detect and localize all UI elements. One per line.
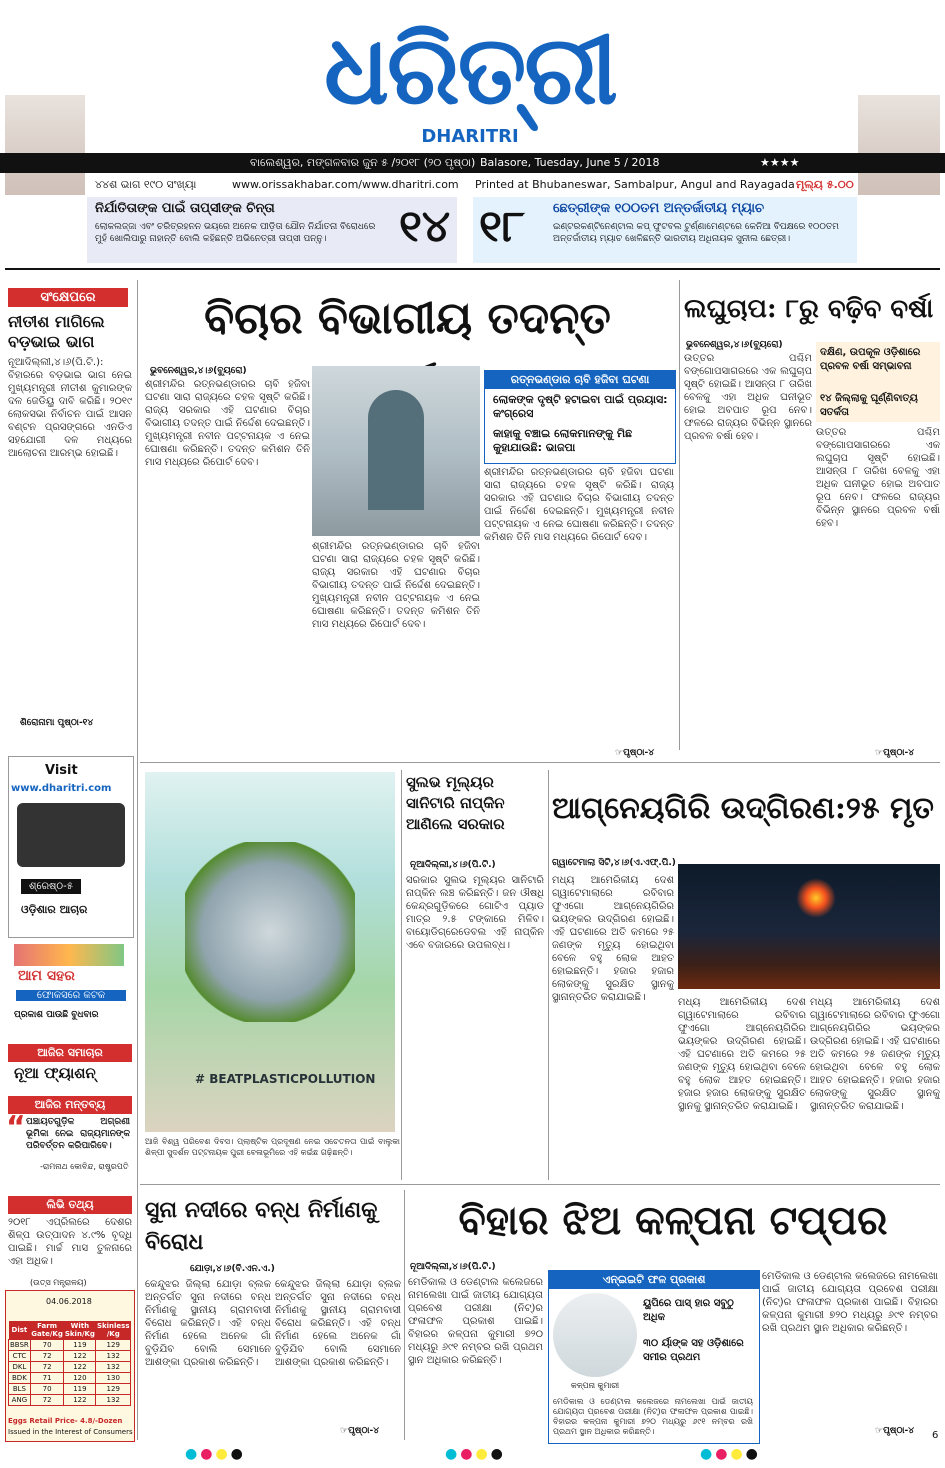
egg-table-header: Skinless /Kg (96, 1322, 130, 1338)
kalpana-label: କଳ୍ପନା କୁମାରୀ (570, 1381, 620, 1390)
print-registration-dots: ●●●● (700, 1446, 761, 1462)
masthead-divider (5, 268, 940, 270)
lead-dateline: ଭୁବନେଶ୍ୱର,୪।୬(ବ୍ୟୁରୋ) (150, 366, 247, 376)
temple-spire (368, 390, 424, 510)
egg-footer-note: Issued in the Interest of Consumers (8, 1428, 133, 1436)
masthead-logo: ଧରିତ୍ରୀ (324, 13, 616, 126)
egg-table-row (9, 1351, 131, 1362)
brief-ref: ଶିରୋନାମା ପୃଷ୍ଠା-୧୪ (20, 718, 94, 728)
teaser-page-number: ୧୪ (399, 201, 451, 252)
egg-footer-price: Eggs Retail Price- 4.8/-Dozen (8, 1417, 123, 1425)
facts-source: (ଉତ୍ସ ମନ୍ତ୍ରାଳୟ) (30, 1278, 87, 1287)
egg-table-cell: 122 (64, 1362, 96, 1373)
temple-photo (312, 366, 480, 536)
website-text: www.orissakhabar.com/www.dharitri.com (232, 178, 459, 191)
egg-table-cell: 119 (64, 1340, 96, 1351)
egg-table-cell: 130 (96, 1373, 131, 1384)
egg-table-cell: 72 (30, 1362, 64, 1373)
sidebar-divider (137, 280, 138, 1440)
egg-table-cell: 132 (96, 1395, 131, 1406)
bihar-dateline: ନୂଆଦିଲ୍ଲୀ,୪।୬(ପି.ଟି.) (410, 1262, 496, 1272)
masthead-english-name: DHARITRI (421, 126, 519, 147)
egg-table-cell: 72 (30, 1351, 64, 1362)
dateline-odia: ବାଲେଶ୍ୱର, ମଙ୍ଗଳବାର ଜୁନ ୫ /୨୦୧୮ (୨୦ ପୃଷ୍ଠା) (250, 156, 476, 169)
suna-body: କେନ୍ଦୁଝର ଜିଲ୍ଲା ଯୋଡ଼ା ବ୍ଲକ ଅନ୍ତର୍ଗତ ସୁନା ନଦୀରେ ବନ୍ଧ ନିର୍ମାଣକୁ ସ୍ଥାନୀୟ ଗ୍ରାମବାସୀ ବିରୋଧ କରିଛନ୍ତି। ଏହି ବନ୍ଧ ନିର୍ମାଣ ହେଲେ ଅନେକ ଗାଁ ବୁଡ଼ିଯିବ ବୋଲି ସେମାନେ ଆଶଙ୍କା ପ୍ରକାଶ କରିଛନ୍ତି। (145, 1279, 271, 1368)
best-caption: ଓଡ଼ିଶାର ଆଚାର (21, 903, 88, 916)
brief-headline: ନୀତୀଶ ମାଗିଲେ ବଡ଼ଭାଇ ଭାଗ (8, 312, 105, 351)
egg-date: 04.06.2018 (46, 1297, 92, 1306)
city-ad-title: ଆମ ସହର (18, 968, 75, 984)
egg-table-cell: 132 (96, 1362, 131, 1373)
city-ad[interactable] (8, 944, 132, 1032)
price-text: ମୂଲ୍ୟ ୫.୦୦ (796, 178, 854, 191)
suna-body-col2: କେନ୍ଦୁଝର ଜିଲ୍ଲା ଯୋଡ଼ା ବ୍ଲକ ଅନ୍ତର୍ଗତ ସୁନା ନଦୀରେ ବନ୍ଧ ନିର୍ମାଣକୁ ସ୍ଥାନୀୟ ଗ୍ରାମବାସୀ ବିରୋଧ କରିଛନ୍ତି। ଏହି ବନ୍ଧ ନିର୍ମାଣ ହେଲେ ଅନେକ ଗାଁ ବୁଡ଼ିଯିବ ବୋଲି ସେମାନେ ଆଶଙ୍କା ପ୍ରକାଶ କରିଛନ୍ତି। (275, 1279, 401, 1368)
lead-continued: ☞ପୃଷ୍ଠା-୪ (615, 748, 655, 758)
egg-table-cell: ANG (9, 1395, 31, 1406)
suna-dateline: ଯୋଡ଼ା,୪।୬(ବି.ଏନ.ଏ.) (190, 1264, 275, 1274)
sand-hashtag: # BEATPLASTICPOLLUTION (195, 1072, 376, 1086)
info-line (0, 175, 945, 195)
egg-table-cell: 129 (96, 1340, 131, 1351)
turtle-shell (185, 842, 355, 1022)
today-text: ନୂଆ ଫ୍ୟାଶନ୍ (14, 1064, 96, 1082)
bihar-body-col2: ମେଡିକାଲ ଓ ଡେଣ୍ଟାଲ କଲେଜରେ ନାମଲେଖା ପାଇଁ ଜାତୀୟ ଯୋଗ୍ୟତା ପ୍ରବେଶ ପରୀକ୍ଷା (ନିଟ୍)ର ଫଳାଫଳ ପ୍ରକାଶ ପାଇଛି। ବିହାରର କଳ୍ପନା କୁମାରୀ ୭୨୦ ମଧ୍ୟରୁ ୬୯୧ ନମ୍ବର ରଖି ପ୍ରଥମ ସ୍ଥାନ ଅଧିକାର କରିଛନ୍ତି। (762, 1271, 938, 1334)
suna-headline: ସୁନା ନଦୀରେ ବନ୍ଧ ନିର୍ମାଣକୁ ବିରୋଧ (145, 1197, 378, 1255)
rain-item: ଦକ୍ଷିଣ, ଉପକୂଳ ଓଡ଼ିଶାରେ ପ୍ରବଳ ବର୍ଷା ସମ୍ଭାବନା (820, 347, 921, 372)
egg-table-cell: 70 (30, 1340, 64, 1351)
volcano-body: ମଧ୍ୟ ଆମେରିକୀୟ ଦେଶ ଗ୍ୱାଟେମାଲାରେ ରବିବାର ଫୁଏଗୋ ଆଗ୍ନେୟଗିରିର ଭୟଙ୍କର ଉଦ୍‌ଗିରଣ ହୋଇଛି। ଏହି ଘଟଣାରେ ଅତି କମରେ ୨୫ ଜଣଙ୍କ ମୃତ୍ୟୁ ହୋଇଥିବା ବେଳେ ବହୁ ଲୋକ ଆହତ ହୋଇଛନ୍ତି। ହଜାର ହଜାର ଲୋକଙ୍କୁ ସୁରକ୍ଷିତ ସ୍ଥାନକୁ ସ୍ଥାନାନ୍ତରିତ କରାଯାଇଛି। (552, 875, 674, 1003)
egg-table-row (9, 1340, 131, 1351)
egg-table-cell: 122 (64, 1395, 96, 1406)
today-tag: ଆଜିର ସମାଚାର (8, 1044, 132, 1062)
egg-table-row (9, 1362, 131, 1373)
lead-box-item: କାହାକୁ ବଞ୍ଚାଇ ଲୋକମାନଙ୍କୁ ମିଛ କୁହାଯାଉଛି: ଭାଜପା (493, 427, 633, 454)
lead-body: ଶ୍ରୀମନ୍ଦିର ରତ୍ନଭଣ୍ଡାରର ଚାବି ହଜିବା ଘଟଣା ସାରା ରାଜ୍ୟରେ ଚହଳ ସୃଷ୍ଟି କରିଛି। ରାଜ୍ୟ ସରକାର ଏହି ଘଟଣାର ବିଚାର ବିଭାଗୀୟ ତଦନ୍ତ ପାଇଁ ନିର୍ଦ୍ଦେଶ ଦେଇଛନ୍ତି। ମୁଖ୍ୟମନ୍ତ୍ରୀ ନବୀନ ପଟ୍ଟନାୟକ ଏ ନେଇ ଘୋଷଣା କରିଛନ୍ତି। ତଦନ୍ତ କମିଶନ ତିନି ମାସ ମଧ୍ୟରେ ରିପୋର୍ଟ ଦେବ। (145, 379, 310, 468)
lead-body-col2: ଶ୍ରୀମନ୍ଦିର ରତ୍ନଭଣ୍ଡାରର ଚାବି ହଜିବା ଘଟଣା ସାରା ରାଜ୍ୟରେ ଚହଳ ସୃଷ୍ଟି କରିଛି। ରାଜ୍ୟ ସରକାର ଏହି ଘଟଣାର ବିଚାର ବିଭାଗୀୟ ତଦନ୍ତ ପାଇଁ ନିର୍ଦ୍ଦେଶ ଦେଇଛନ୍ତି। ମୁଖ୍ୟମନ୍ତ୍ରୀ ନବୀନ ପଟ୍ଟନାୟକ ଏ ନେଇ ଘୋଷଣା କରିଛନ୍ତି। ତଦନ୍ତ କମିଶନ ତିନି ମାସ ମଧ୍ୟରେ ରିପୋର୍ଟ ଦେବ। (312, 541, 480, 630)
quote-text: ପଞ୍ଚାୟତଗୁଡ଼ିକ ଅଗ୍ରଣୀ ଭୂମିକା ନେଇ ରାଜ୍ୟମାନଙ୍କ ପରିବର୍ତ୍ତନ କରିପାରିବେ। (26, 1117, 130, 1151)
dateline-bar (0, 153, 945, 173)
egg-table-cell: BLS (9, 1384, 31, 1395)
volcano-photo (678, 864, 940, 989)
lead-rain-divider (679, 280, 680, 750)
egg-price-table (8, 1321, 131, 1406)
egg-table-cell: 70 (30, 1384, 64, 1395)
lower-divider (140, 1184, 940, 1185)
kalpana-photo (553, 1293, 637, 1377)
dateline-english: Balasore, Tuesday, June 5 / 2018 (480, 156, 660, 169)
egg-table-cell: 72 (30, 1395, 64, 1406)
visit-label: Visit (45, 763, 78, 778)
quote-tag: ଆଜିର ମନ୍ତବ୍ୟ (8, 1096, 132, 1114)
city-skyline-icon (14, 944, 124, 966)
visit-url[interactable]: www.dharitri.com (11, 783, 112, 794)
printed-at: Printed at Bhubaneswar, Sambalpur, Angul and Rayagada (475, 178, 795, 191)
city-ad-day: ପ୍ରକାଶ ପାଉଛି ବୁଧବାର (14, 1010, 99, 1020)
quote-author: -ରାମନାଥ କୋବିନ୍ଦ, ରାଷ୍ଟ୍ରପତି (40, 1162, 129, 1171)
egg-table-cell: 132 (96, 1351, 131, 1362)
egg-table-cell: DKL (9, 1362, 31, 1373)
egg-table-row (9, 1373, 131, 1384)
egg-table-cell: 120 (64, 1373, 96, 1384)
bihar-continued: ☞ପୃଷ୍ଠା-୪ (875, 1426, 915, 1436)
napkin-dateline: ନୂଆଦିଲ୍ଲୀ,୪।୬(ପି.ଟି.) (410, 860, 496, 870)
issue-number: ୪୪ଶ ଭାଗ ୧୯୦ ସଂଖ୍ୟା (95, 178, 197, 191)
quote-icon: “ (6, 1110, 26, 1145)
facts-text: ୨୦୧୮ ଏପ୍ରିଲରେ ଦେଶର ଶିଳ୍ପ ଉତ୍ପାଦନ ୪.୯% ବୃଦ୍ଧି ପାଇଛି। ମାର୍ଚ୍ଚ ମାସ ତୁଳନାରେ ଏହା ଅଧିକ। (8, 1217, 132, 1267)
rain-body: ଉତ୍ତର ପଶ୍ଚିମ ବଙ୍ଗୋପସାଗରରେ ଏକ ଲଘୁଚାପ ସୃଷ୍ଟି ହୋଇଛି। ଆସନ୍ତା ୮ ତାରିଖ ବେଳକୁ ଏହା ଅଧିକ ଘନୀଭୂତ ହୋଇ ଅବପାତ ରୂପ ନେବ। ଫଳରେ ରାଜ୍ୟର ବିଭିନ୍ନ ସ୍ଥାନରେ ପ୍ରବଳ ବର୍ଷା ହେବ। (684, 353, 812, 442)
phone-mockups (17, 803, 125, 867)
print-registration-dots: ●●●● (445, 1446, 506, 1462)
lead-box-item: ଲୋକଙ୍କ ଦୃଷ୍ଟି ହଟାଇବା ପାଇଁ ପ୍ରୟାସ: କଂଗ୍ରେସ (493, 393, 668, 420)
sand-art-photo (145, 772, 395, 1132)
bihar-headline: ବିହାର ଝିଅ କଳ୍ପନା ଟପ୍ପର (458, 1197, 888, 1244)
volcano-headline: ଆଗ୍ନେୟଗିରି ଉଦ୍‌ଗିରଣ:୨୫ ମୃତ (552, 791, 934, 826)
mid-divider (140, 762, 940, 763)
napkin-headline: ସୁଲଭ ମୂଲ୍ୟର ସାନିଟାରି ନାପ୍‌କିନ ଆଣିଲେ ସରକାର (406, 773, 505, 833)
bihar-body: ମେଡିକାଲ ଓ ଡେଣ୍ଟାଲ କଲେଜରେ ନାମଲେଖା ପାଇଁ ଜାତୀୟ ଯୋଗ୍ୟତା ପ୍ରବେଶ ପରୀକ୍ଷା (ନିଟ୍)ର ଫଳାଫଳ ପ୍ରକାଶ ପାଇଛି। ବିହାରର କଳ୍ପନା କୁମାରୀ ୭୨୦ ମଧ୍ୟରୁ ୬୯୧ ନମ୍ବର ରଖି ପ୍ରଥମ ସ୍ଥାନ ଅଧିକାର କରିଛନ୍ତି। (408, 1277, 543, 1366)
briefs-tag: ସଂକ୍ଷେପରେ (8, 288, 128, 307)
teaser-strip (87, 197, 857, 263)
teaser-title: ନିର୍ଯାତିତାଙ୍କ ପାଇଁ ତାପ୍ସୀଙ୍କ ଚିନ୍ତା (95, 201, 275, 216)
best-label: ଶ୍ରେଷ୍ଠ-୫ (21, 879, 81, 894)
teaser-body: ଇଣ୍ଟରକଣ୍ଟିନେଣ୍ଟାଲ କପ୍ ଫୁଟବଲ ଟୁର୍ଣ୍ଣାମେଣ୍ଟରେ କେନିଆ ବିପକ୍ଷରେ ୧୦୦ତମ ଅନ୍ତର୍ଜାତୀୟ ମ୍ୟାଚ ଖେଳିଛନ୍ତି ଭାରତୀୟ ଅଧିନାୟକ ସୁନୀଲ ଛେତ୍ରୀ। (553, 222, 839, 244)
egg-table-cell: CTC (9, 1351, 31, 1362)
bihar-box-item: ୩୦ ର୍ୟାଙ୍କ ସହ ଓଡ଼ିଶାରେ ସମୀର ପ୍ରଥମ (643, 1338, 744, 1363)
egg-price-ad (5, 1290, 135, 1442)
bihar-box-item: ୟୁପିରେ ପାସ୍ ହାର ସବୁଠୁ ଅଧିକ (643, 1298, 734, 1323)
egg-table-cell: BDK (9, 1373, 31, 1384)
rain-dateline: ଭୁବନେଶ୍ୱର,୪।୬(ବ୍ୟୁରୋ) (686, 340, 783, 350)
dateline-stars: ★★★★ (760, 156, 800, 169)
egg-table-header: Farm Gate/Kg (31, 1322, 63, 1338)
bihar-info-box (548, 1270, 760, 1444)
teaser-body: ଲୋକଲଜ୍ଜା ଏବଂ ଚରିତ୍ରହନନ ଭୟରେ ଅନେକ ପୀଡ଼ିତା ଯୌନ ନିର୍ଯାତନା ବିରୋଧରେ ମୁହଁ ଖୋଲିପାରୁ ନାହାନ୍ତି ବୋଲି କହିଛନ୍ତି ଅଭିନେତ୍ରୀ ତାପ୍ସୀ ପନ୍ନୁ। (95, 222, 376, 244)
brief-body: ନୂଆଦିଲ୍ଲୀ,୪।୬(ପି.ଟି.): ବିହାରରେ ବଡ଼ଭାଇ ଭାଗ ନେଇ ମୁଖ୍ୟମନ୍ତ୍ରୀ ନୀତୀଶ କୁମାରଙ୍କ ଦଳ ଜେଡିୟୁ ଦାବି କରିଛି। ୨୦୧୯ ଲୋକସଭା ନିର୍ବାଚନ ପାଇଁ ଆସନ ବଣ୍ଟନ ପ୍ରସଙ୍ଗରେ ଏନଡିଏ ସହଯୋଗୀ ଦଳ ମଧ୍ୟରେ ଆଲୋଚନା ଆରମ୍ଭ ହୋଇଛି। (8, 357, 132, 459)
lead-headline: ବିଚାର ବିଭାଗୀୟ ତଦନ୍ତ (204, 293, 611, 344)
bihar-box-title: ଏନ୍‌ଇଇଟି ଫଳ ପ୍ରକାଶ (549, 1271, 759, 1289)
egg-table-header: With Skin/Kg (64, 1322, 95, 1338)
teaser-right[interactable] (473, 197, 857, 263)
napkin-body: ସରକାର ସୁଲଭ ମୂଲ୍ୟର ସାନିଟାରି ନାପ୍‌କିନ ଲଞ୍ଚ କରିଛନ୍ତି। ଜନ ଔଷଧି କେନ୍ଦ୍ରଗୁଡ଼ିକରେ ଗୋଟିଏ ପ୍ୟାଡ ମାତ୍ର ୨.୫ ଟଙ୍କାରେ ମିଳିବ। ବାୟୋଡିଗ୍ରେଡେବଲ ଏହି ନାପ୍‌କିନ ଏବେ ବଜାରରେ ଉପଲବ୍ଧ। (406, 875, 544, 951)
suna-divider (404, 1190, 405, 1440)
egg-table-header-row (9, 1321, 131, 1340)
volcano-body-col3: ମଧ୍ୟ ଆମେରିକୀୟ ଦେଶ ଗ୍ୱାଟେମାଲାରେ ରବିବାର ଫୁଏଗୋ ଆଗ୍ନେୟଗିରିର ଭୟଙ୍କର ଉଦ୍‌ଗିରଣ ହୋଇଛି। ଏହି ଘଟଣାରେ ଅତି କମରେ ୨୫ ଜଣଙ୍କ ମୃତ୍ୟୁ ହୋଇଥିବା ବେଳେ ବହୁ ଲୋକ ଆହତ ହୋଇଛନ୍ତି। ହଜାର ହଜାର ଲୋକଙ୍କୁ ସୁରକ୍ଷିତ ସ୍ଥାନକୁ ସ୍ଥାନାନ୍ତରିତ କରାଯାଇଛି। (810, 997, 940, 1112)
egg-table-cell: 119 (64, 1384, 96, 1395)
rain-continued: ☞ପୃଷ୍ଠା-୪ (875, 748, 915, 758)
photo-divider (401, 770, 402, 1180)
egg-table-header: Dist (11, 1326, 28, 1334)
volcano-body-col2: ମଧ୍ୟ ଆମେରିକୀୟ ଦେଶ ଗ୍ୱାଟେମାଲାରେ ରବିବାର ଫୁଏଗୋ ଆଗ୍ନେୟଗିରିର ଭୟଙ୍କର ଉଦ୍‌ଗିରଣ ହୋଇଛି। ଏହି ଘଟଣାରେ ଅତି କମରେ ୨୫ ଜଣଙ୍କ ମୃତ୍ୟୁ ହୋଇଥିବା ବେଳେ ବହୁ ଲୋକ ଆହତ ହୋଇଛନ୍ତି। ହଜାର ହଜାର ଲୋକଙ୍କୁ ସୁରକ୍ଷିତ ସ୍ଥାନକୁ ସ୍ଥାନାନ୍ତରିତ କରାଯାଇଛି। (678, 997, 806, 1112)
rain-body-col2: ଉତ୍ତର ପଶ୍ଚିମ ବଙ୍ଗୋପସାଗରରେ ଏକ ଲଘୁଚାପ ସୃଷ୍ଟି ହୋଇଛି। ଆସନ୍ତା ୮ ତାରିଖ ବେଳକୁ ଏହା ଅଧିକ ଘନୀଭୂତ ହୋଇ ଅବପାତ ରୂପ ନେବ। ଫଳରେ ରାଜ୍ୟର ବିଭିନ୍ନ ସ୍ଥାନରେ ପ୍ରବଳ ବର୍ଷା ହେବ। (816, 427, 940, 529)
egg-table-cell: 71 (30, 1373, 64, 1384)
print-registration-dots: ●●●● (185, 1446, 246, 1462)
lead-box-title: ରତ୍ନଭଣ୍ଡାର ଚାବି ହଜିବା ଘଟଣା (485, 371, 675, 389)
lead-body-col3: ଶ୍ରୀମନ୍ଦିର ରତ୍ନଭଣ୍ଡାରର ଚାବି ହଜିବା ଘଟଣା ସାରା ରାଜ୍ୟରେ ଚହଳ ସୃଷ୍ଟି କରିଛି। ରାଜ୍ୟ ସରକାର ଏହି ଘଟଣାର ବିଚାର ବିଭାଗୀୟ ତଦନ୍ତ ପାଇଁ ନିର୍ଦ୍ଦେଶ ଦେଇଛନ୍ତି। ମୁଖ୍ୟମନ୍ତ୍ରୀ ନବୀନ ପଟ୍ଟନାୟକ ଏ ନେଇ ଘୋଷଣା କରିଛନ୍ତି। ତଦନ୍ତ କମିଶନ ତିନି ମାସ ମଧ୍ୟରେ ରିପୋର୍ଟ ଦେବ। (484, 467, 674, 543)
teaser-page-number: ୧୮ (479, 201, 525, 252)
napkin-divider (548, 770, 549, 1180)
page-number: 6 (932, 1430, 939, 1441)
rain-headline: ଲଘୁଚାପ: ୮ରୁ ବଢ଼ିବ ବର୍ଷା (684, 294, 934, 324)
facts-tag: ଲିଭି ତଥ୍ୟ (8, 1196, 132, 1214)
rain-box (816, 342, 940, 422)
volcano-plume (796, 878, 836, 918)
photo-caption: ଆଜି ବିଶ୍ୱ ପରିବେଶ ଦିବସ। ପ୍ଲାଷ୍ଟିକ ପ୍ରଦୂଷଣ ନେଇ ସଚେତନତା ପାଇଁ ବାଲୁକା ଶିଳ୍ପୀ ସୁଦର୍ଶନ ପଟ୍ଟନାୟକ ପୁରୀ ବେଳାଭୂମିରେ ଏହି କଇଁଛ ଗଢ଼ିଛନ୍ତି। (145, 1137, 400, 1157)
volcano-dateline: ଗ୍ୱାଟେମାଲା ସିଟି,୪।୬(ଏ.ଏଫ୍.ପି.) (552, 858, 676, 868)
suna-continued: ☞ପୃଷ୍ଠା-୪ (340, 1426, 380, 1436)
rain-item: ୧୪ ଜିଲ୍ଲାକୁ ଘୂର୍ଣ୍ଣିବାତ୍ୟ ସତର୍କତା (820, 393, 918, 418)
visit-box[interactable] (8, 756, 134, 938)
city-ad-sub: ଫୋକସରେ କଟକ (16, 990, 126, 1001)
egg-table-row (9, 1384, 131, 1395)
bihar-box-body: ମେଡିକାଲ ଓ ଡେଣ୍ଟାଲ କଲେଜରେ ନାମଲେଖା ପାଇଁ ଜାତୀୟ ଯୋଗ୍ୟତା ପ୍ରବେଶ ପରୀକ୍ଷା (ନିଟ୍)ର ଫଳାଫଳ ପ୍ରକାଶ ପାଇଛି। ବିହାରର କଳ୍ପନା କୁମାରୀ ୭୨୦ ମଧ୍ୟରୁ ୬୯୧ ନମ୍ବର ରଖି ପ୍ରଥମ ସ୍ଥାନ ଅଧିକାର କରିଛନ୍ତି। (553, 1397, 753, 1436)
egg-table-cell: BBSR (10, 1341, 29, 1349)
egg-table-cell: 129 (96, 1384, 131, 1395)
egg-table-cell: 122 (64, 1351, 96, 1362)
egg-table-row (9, 1395, 131, 1406)
lead-info-box (484, 370, 676, 464)
teaser-title: ଛେତ୍ରୀଙ୍କ ୧୦୦ତମ ଅନ୍ତର୍ଜାତୀୟ ମ୍ୟାଚ (553, 201, 765, 216)
